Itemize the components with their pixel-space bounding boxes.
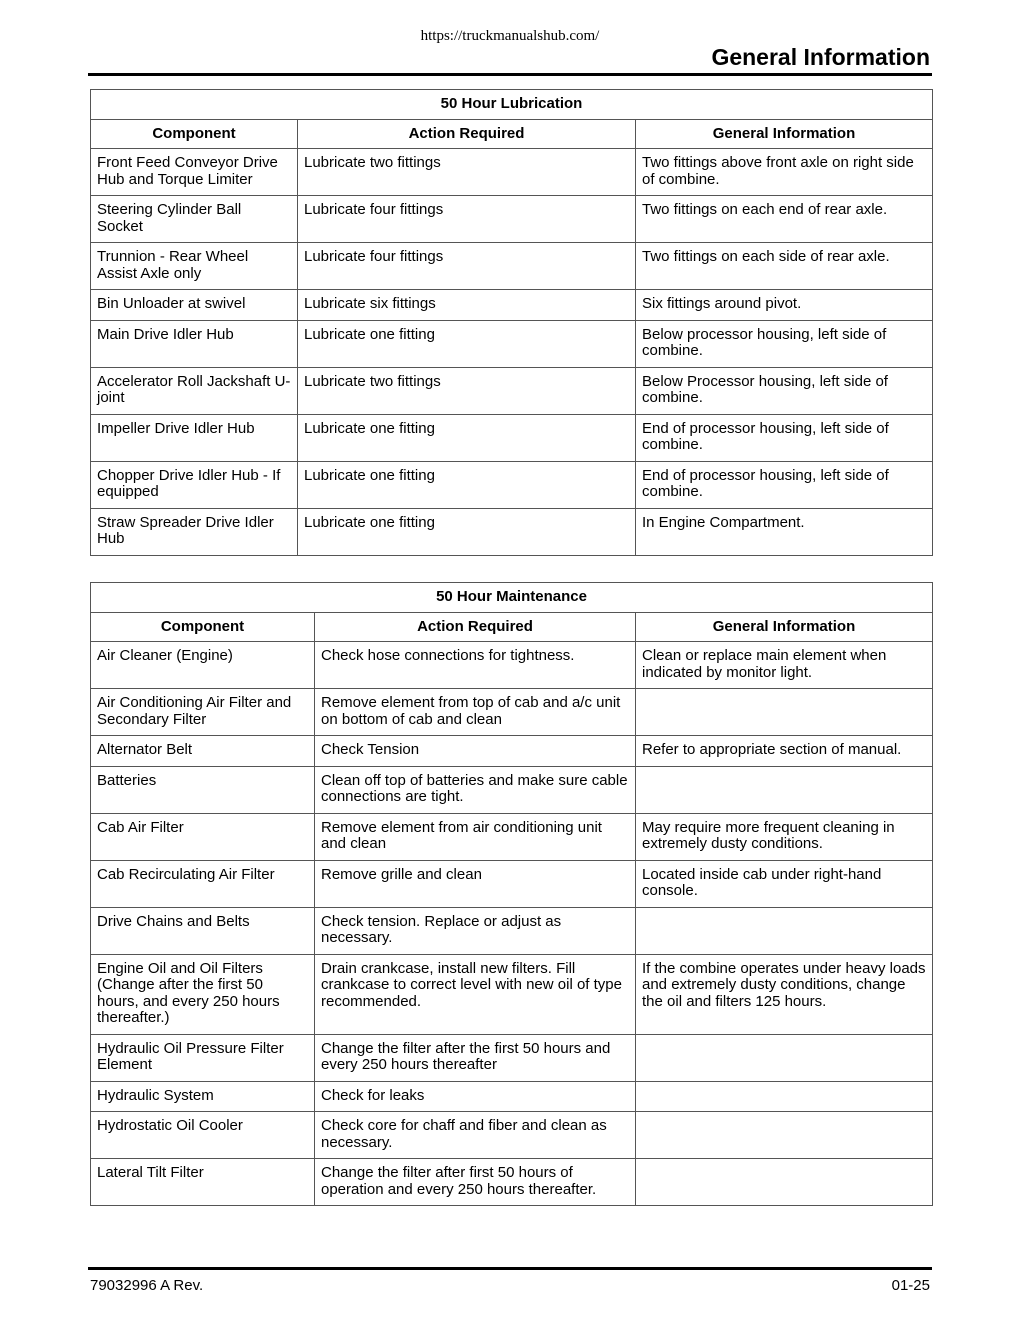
table-row <box>91 243 933 290</box>
info-cell: Refer to appropriate section of manual. <box>636 736 933 767</box>
info-cell: May require more frequent cleaning in extremely dusty conditions. <box>636 813 933 860</box>
action-cell: Lubricate four fittings <box>298 196 636 243</box>
info-cell <box>636 766 933 813</box>
info-cell <box>636 907 933 954</box>
info-cell: Below Processor housing, left side of combine. <box>636 367 933 414</box>
info-cell: Below processor housing, left side of combine. <box>636 320 933 367</box>
table-row <box>91 907 933 954</box>
table-row <box>91 813 933 860</box>
info-cell: Two fittings on each end of rear axle. <box>636 196 933 243</box>
info-cell: End of processor housing, left side of combine. <box>636 414 933 461</box>
component-cell: Hydraulic System <box>91 1081 315 1112</box>
action-cell: Lubricate one fitting <box>298 508 636 555</box>
component-cell: Accelerator Roll Jackshaft U-joint <box>91 367 298 414</box>
action-cell: Lubricate one fitting <box>298 461 636 508</box>
table-row <box>91 1081 933 1112</box>
component-cell: Drive Chains and Belts <box>91 907 315 954</box>
info-cell <box>636 1034 933 1081</box>
table-row <box>91 461 933 508</box>
action-cell: Lubricate two fittings <box>298 149 636 196</box>
table-row <box>91 414 933 461</box>
component-cell: Air Cleaner (Engine) <box>91 642 315 689</box>
maintenance-table <box>90 582 933 1206</box>
component-cell: Bin Unloader at swivel <box>91 290 298 321</box>
action-cell: Check Tension <box>315 736 636 767</box>
action-cell: Check for leaks <box>315 1081 636 1112</box>
component-cell: Cab Recirculating Air Filter <box>91 860 315 907</box>
header-rule <box>88 73 932 76</box>
action-cell: Change the filter after first 50 hours of operation and every 250 hours thereafter. <box>315 1159 636 1206</box>
table-title: 50 Hour Maintenance <box>91 583 933 613</box>
table-row <box>91 689 933 736</box>
component-cell: Lateral Tilt Filter <box>91 1159 315 1206</box>
action-cell: Change the filter after the first 50 hours and every 250 hours thereafter <box>315 1034 636 1081</box>
info-cell: Two fittings on each side of rear axle. <box>636 243 933 290</box>
component-cell: Chopper Drive Idler Hub - If equipped <box>91 461 298 508</box>
component-cell: Batteries <box>91 766 315 813</box>
action-cell: Lubricate six fittings <box>298 290 636 321</box>
source-url: https://truckmanualshub.com/ <box>420 28 600 44</box>
action-cell: Drain crankcase, install new filters. Fill crankcase to correct level with new oil of type recommended. <box>315 954 636 1034</box>
info-cell <box>636 1112 933 1159</box>
action-cell: Check hose connections for tightness. <box>315 642 636 689</box>
table-row <box>91 766 933 813</box>
column-header: General Information <box>636 612 933 642</box>
table-row <box>91 954 933 1034</box>
table-row <box>91 1034 933 1081</box>
action-cell: Lubricate four fittings <box>298 243 636 290</box>
table-row <box>91 367 933 414</box>
table-row <box>91 149 933 196</box>
info-cell: In Engine Compartment. <box>636 508 933 555</box>
component-cell: Front Feed Conveyor Drive Hub and Torque Limiter <box>91 149 298 196</box>
column-header: Component <box>91 612 315 642</box>
lubrication-table <box>90 89 933 556</box>
component-cell: Alternator Belt <box>91 736 315 767</box>
action-cell: Check core for chaff and fiber and clean as necessary. <box>315 1112 636 1159</box>
page-number: 01-25 <box>891 1277 930 1294</box>
component-cell: Hydraulic Oil Pressure Filter Element <box>91 1034 315 1081</box>
table-row <box>91 860 933 907</box>
action-cell: Remove element from air conditioning unit and clean <box>315 813 636 860</box>
column-header: Action Required <box>315 612 636 642</box>
table-row <box>91 642 933 689</box>
component-cell: Air Conditioning Air Filter and Secondary Filter <box>91 689 315 736</box>
table-row <box>91 1159 933 1206</box>
column-header: Action Required <box>298 119 636 149</box>
column-header: General Information <box>636 119 933 149</box>
component-cell: Steering Cylinder Ball Socket <box>91 196 298 243</box>
component-cell: Engine Oil and Oil Filters (Change after the first 50 hours, and every 250 hours thereafter.) <box>91 954 315 1034</box>
action-cell: Lubricate one fitting <box>298 414 636 461</box>
action-cell: Remove element from top of cab and a/c unit on bottom of cab and clean <box>315 689 636 736</box>
action-cell: Lubricate one fitting <box>298 320 636 367</box>
info-cell: Six fittings around pivot. <box>636 290 933 321</box>
info-cell <box>636 689 933 736</box>
info-cell <box>636 1081 933 1112</box>
table-row <box>91 290 933 321</box>
component-cell: Impeller Drive Idler Hub <box>91 414 298 461</box>
action-cell: Remove grille and clean <box>315 860 636 907</box>
info-cell <box>636 1159 933 1206</box>
info-cell: End of processor housing, left side of combine. <box>636 461 933 508</box>
footer-rule <box>88 1267 932 1270</box>
component-cell: Trunnion - Rear Wheel Assist Axle only <box>91 243 298 290</box>
action-cell: Lubricate two fittings <box>298 367 636 414</box>
component-cell: Main Drive Idler Hub <box>91 320 298 367</box>
table-row <box>91 1112 933 1159</box>
info-cell: Clean or replace main element when indicated by monitor light. <box>636 642 933 689</box>
action-cell: Clean off top of batteries and make sure cable connections are tight. <box>315 766 636 813</box>
column-header: Component <box>91 119 298 149</box>
table-title: 50 Hour Lubrication <box>91 90 933 120</box>
document-number: 79032996 A Rev. <box>90 1277 204 1294</box>
info-cell: Two fittings above front axle on right side of combine. <box>636 149 933 196</box>
info-cell: Located inside cab under right-hand console. <box>636 860 933 907</box>
component-cell: Straw Spreader Drive Idler Hub <box>91 508 298 555</box>
component-cell: Hydrostatic Oil Cooler <box>91 1112 315 1159</box>
table-row <box>91 508 933 555</box>
action-cell: Check tension. Replace or adjust as necessary. <box>315 907 636 954</box>
table-row <box>91 736 933 767</box>
page-title: General Information <box>711 44 930 70</box>
component-cell: Cab Air Filter <box>91 813 315 860</box>
table-row <box>91 196 933 243</box>
table-row <box>91 320 933 367</box>
info-cell: If the combine operates under heavy loads and extremely dusty conditions, change the oil and filters 125 hours. <box>636 954 933 1034</box>
